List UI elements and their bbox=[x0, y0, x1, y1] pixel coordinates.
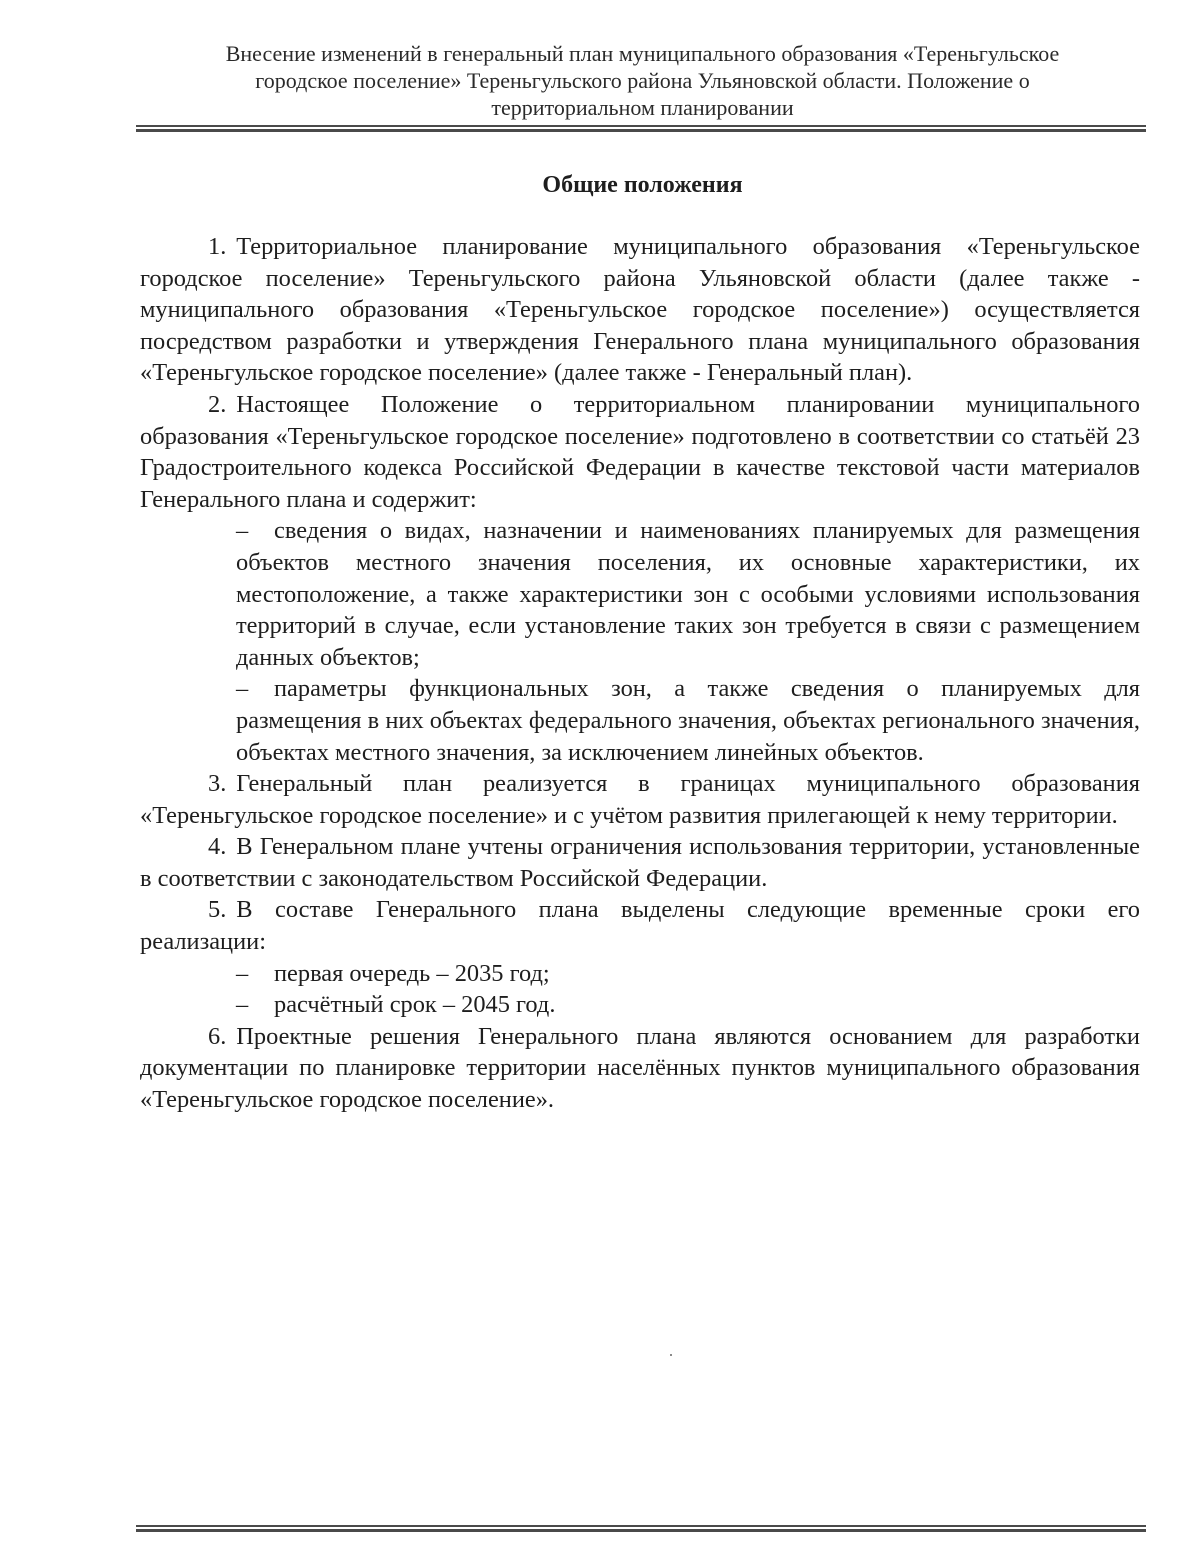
dash-bullet: – bbox=[236, 675, 249, 703]
header-divider bbox=[136, 125, 1146, 132]
dash-bullet: – bbox=[236, 517, 249, 545]
numbered-paragraph bbox=[140, 1021, 1140, 1116]
paragraph-number: 1. bbox=[208, 233, 227, 260]
paragraph-number: 2. bbox=[208, 390, 227, 418]
scan-speck bbox=[670, 1354, 672, 1356]
list-item bbox=[140, 515, 1140, 673]
header-line: городское поселение» Тереньгульского района Ульяновской области. Положение о bbox=[255, 68, 1030, 93]
footer-divider bbox=[136, 1525, 1146, 1532]
paragraph-text: Территориальное планирование муниципального образования «Тереньгульское городское поселение» Тереньгульского района Ульяновской области (далее также - муниципального образования «Тереньгульское городское поселение») осуществляется посредством разработки и утверждения Генерального плана муниципального образования «Тереньгульское городское поселение» (далее также - Генеральный план). bbox=[140, 233, 1140, 387]
list-item-text: первая очередь – 2035 год; bbox=[274, 959, 550, 987]
list-item bbox=[140, 958, 1140, 990]
numbered-paragraph bbox=[140, 894, 1140, 957]
paragraph-number: 4. bbox=[208, 833, 227, 861]
paragraph-number: 3. bbox=[208, 770, 227, 798]
paragraph-number: 5. bbox=[208, 896, 227, 924]
numbered-paragraph bbox=[140, 831, 1140, 894]
list-item-text: параметры функциональных зон, а также сведения о планируемых для размещения в них объектах федерального значения, объектах регионального значения, объектах местного значения, за исключением линейных объектов. bbox=[236, 675, 1140, 766]
dash-bullet: – bbox=[236, 991, 249, 1019]
paragraph-text: Генеральный план реализуется в границах муниципального образования «Тереньгульское городское поселение» и с учётом развития прилегающей к нему территории. bbox=[140, 770, 1140, 829]
document-body bbox=[140, 231, 1140, 1116]
section-title: Общие положения bbox=[542, 172, 743, 198]
list-item bbox=[140, 989, 1140, 1021]
page-header bbox=[140, 40, 1145, 121]
dash-bullet: – bbox=[236, 959, 249, 987]
paragraph-text: В Генеральном плане учтены ограничения использования территории, установленные в соответствии с законодательством Российской Федерации. bbox=[140, 833, 1140, 892]
list-item-text: сведения о видах, назначении и наименованиях планируемых для размещения объектов местного значения поселения, их основные характеристики, их местоположение, а также характеристики зон с особыми условиями использования территорий в случае, если установление таких зон требуется в связи с размещением данных объектов; bbox=[236, 517, 1140, 671]
numbered-paragraph bbox=[140, 231, 1140, 389]
list-item-text: расчётный срок – 2045 год. bbox=[274, 991, 556, 1019]
header-line: Внесение изменений в генеральный план муниципального образования «Тереньгульское bbox=[225, 41, 1060, 66]
paragraph-text: Проектные решения Генерального плана являются основанием для разработки документации по планировке территории населённых пунктов муниципального образования «Тереньгульское городское поселение». bbox=[140, 1022, 1140, 1114]
list-item bbox=[140, 673, 1140, 768]
numbered-paragraph bbox=[140, 768, 1140, 831]
numbered-paragraph bbox=[140, 389, 1140, 515]
paragraph-number: 6. bbox=[208, 1022, 227, 1050]
paragraph-text: Настоящее Положение о территориальном планировании муниципального образования «Тереньгульское городское поселение» подготовлено в соответствии со статьёй 23 Градостроительного кодекса Российской Федерации в качестве текстовой части материалов Генерального плана и содержит: bbox=[140, 390, 1140, 513]
paragraph-text: В составе Генерального плана выделены следующие временные сроки его реализации: bbox=[140, 896, 1140, 956]
header-line: территориальном планировании bbox=[491, 95, 794, 120]
